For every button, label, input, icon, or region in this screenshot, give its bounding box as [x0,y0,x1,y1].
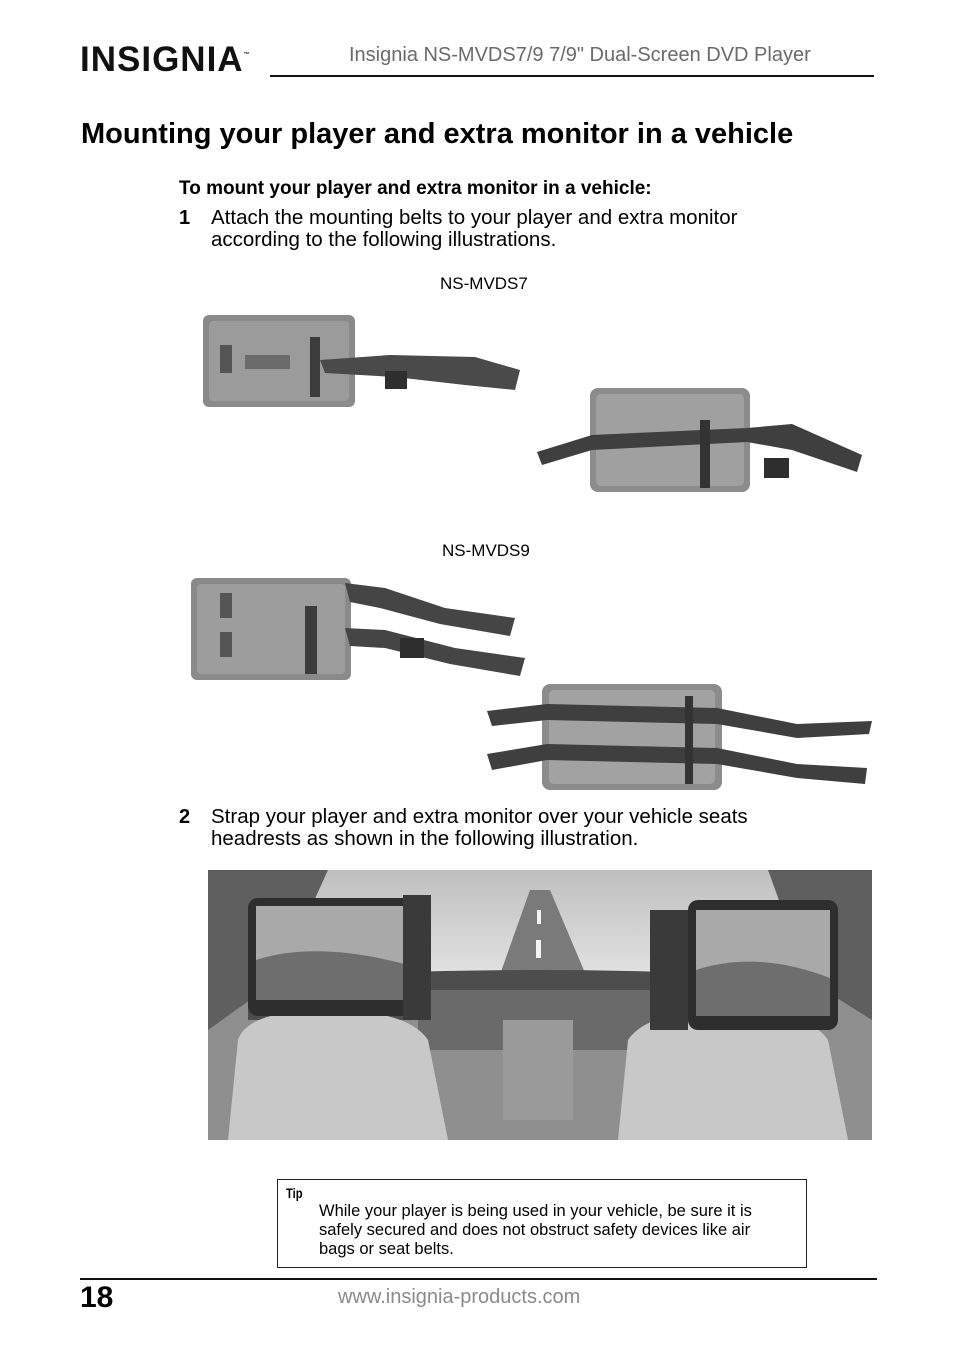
ns-mvds9-monitor-photo [467,676,877,794]
vehicle-headrest-photo [208,870,872,1140]
ns-mvds7-caption: NS-MVDS7 [440,274,528,293]
page-number: 18 [80,1281,114,1314]
ns-mvds9-caption: NS-MVDS9 [442,541,530,560]
footer-url: www.insignia-products.com [338,1286,581,1308]
tip-label: Tip [286,1185,303,1201]
ns-mvds7-player-photo [195,305,530,417]
step-1-text: Attach the mounting belts to your player and extra monitor according to the following illustrations. [211,206,738,251]
step-2-number: 2 [179,806,191,828]
ns-mvds7-monitor-photo [532,380,867,495]
header-rule [270,75,874,77]
ns-mvds9-player-photo [185,568,530,686]
footer-rule [80,1278,877,1280]
header-title: Insignia NS-MVDS7/9 7/9" Dual-Screen DVD Player [349,44,811,66]
page-title: Mounting your player and extra monitor in a vehicle [81,118,794,150]
procedure-heading: To mount your player and extra monitor in a vehicle: [179,178,652,199]
step-1-number: 1 [179,207,191,229]
tip-text: While your player is being used in your vehicle, be sure it is safely secured and does not obstruct safety devices like air bags or seat belts. [319,1202,752,1258]
insignia-logo: INSIGNIA™ [80,40,250,79]
step-2-text: Strap your player and extra monitor over your vehicle seats headrests as shown in the following illustration. [211,805,748,850]
